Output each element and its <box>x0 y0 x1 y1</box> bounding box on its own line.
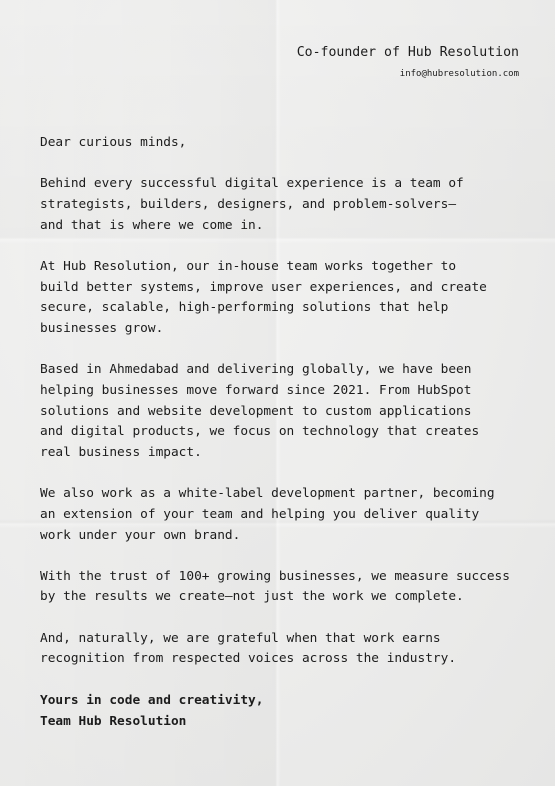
signature: Team Hub Resolution <box>40 713 187 729</box>
sender-title: Co-founder of Hub Resolution <box>296 45 519 60</box>
letter-body <box>40 133 520 732</box>
signoff <box>40 691 520 732</box>
letter-header <box>297 44 519 80</box>
sender-email: info@hubresolution.com <box>399 69 519 79</box>
paragraph-6: And, naturally, we are grateful when that work earns recognition from respected voices across the industry. <box>40 630 457 667</box>
paragraph-4: We also work as a white-label development partner, becoming an extension of your team and helping you deliver quality work under your own brand. <box>40 486 495 543</box>
salutation: Dear curious minds, <box>40 135 187 150</box>
paragraph-5: With the trust of 100+ growing businesses, we measure success by the results we create—not just the work we complete. <box>40 568 510 605</box>
closing-line: Yours in code and creativity, <box>40 693 264 709</box>
paragraph-3: Based in Ahmedabad and delivering globally, we have been helping businesses move forward since 2021. From HubSpot solutions and website development to custom applications and digital products, we focus on technology that creates real business impact. <box>40 362 480 460</box>
paragraph-1: Behind every successful digital experience is a team of strategists, builders, designers, and problem-solvers— and that is where we come in. <box>40 176 464 233</box>
paragraph-2: At Hub Resolution, our in-house team works together to build better systems, improve user experiences, and create secure, scalable, high-performing solutions that help businesses grow. <box>40 258 487 336</box>
